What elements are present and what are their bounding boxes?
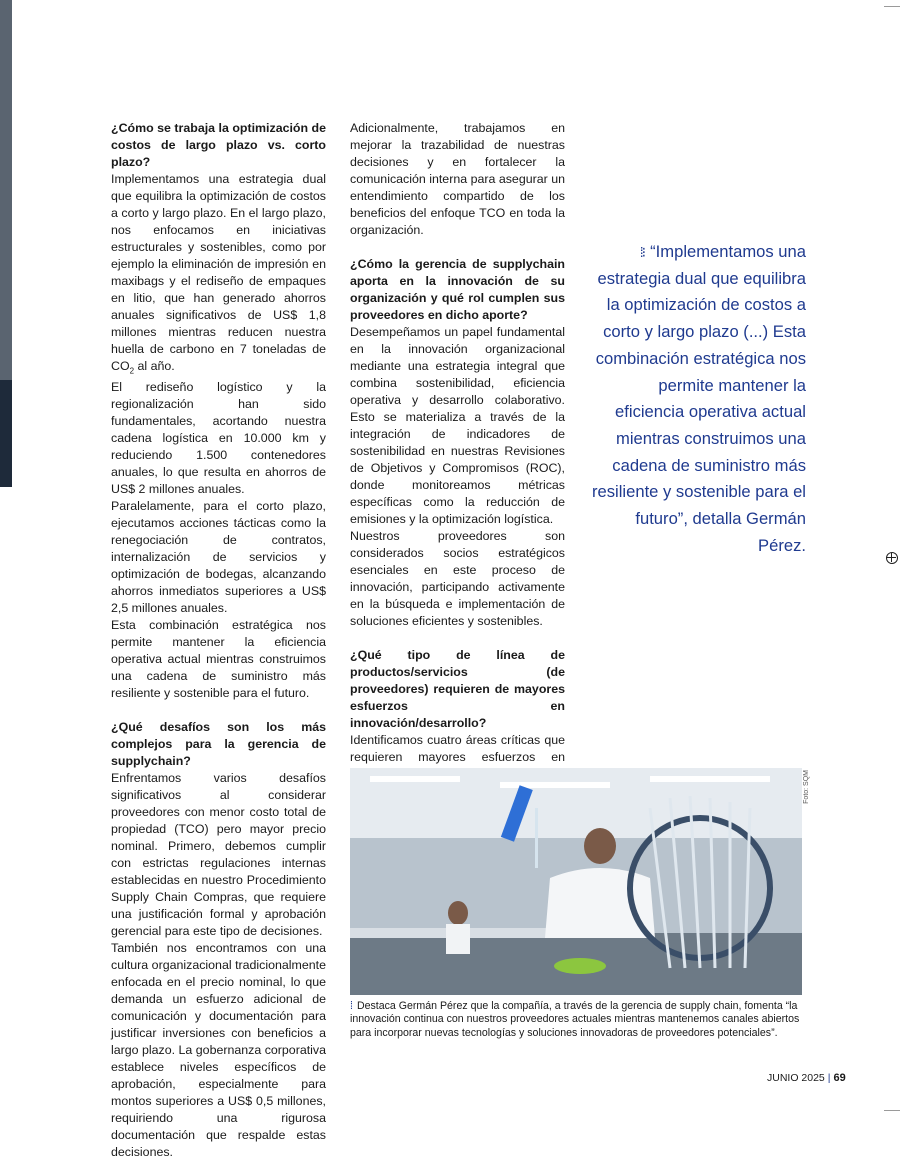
- adjacent-page-image-edge: [0, 0, 12, 487]
- page-footer: JUNIO 2025 | 69: [767, 1072, 846, 1084]
- text-column-1: [111, 120, 326, 1161]
- answer-paragraph: Adicionalmente, trabajamos en mejorar la trazabilidad de nuestras decisiones y en fortalecer la comunicación interna para asegurar un entendimiento compartido de los beneficios del enfoque TCO en toda la organización.: [350, 121, 565, 237]
- answer-paragraph: Paralelamente, para el corto plazo, ejecutamos acciones tácticas como la renegociación de contratos, internalización de servicios y optimización de bodegas, alcanzando ahorros inmediatos superiores a US$ 2,5 millones anuales.: [111, 499, 326, 616]
- answer-paragraph: Esta combinación estratégica nos permite mantener la eficiencia operativa actual mientras construimos una cadena de suministro más resiliente y sostenible para el futuro.: [111, 618, 326, 701]
- photo-credit: Foto: SQM: [803, 770, 810, 804]
- trim-mark: [884, 6, 900, 7]
- trim-mark: [884, 1110, 900, 1111]
- answer-paragraph: [111, 171, 326, 379]
- caption-text: Destaca Germán Pérez que la compañía, a través de la gerencia de supply chain, fomenta “la innovación continua con nuestros proveedores actuales mientras mantenemos canales abiertos para incorporar nuevas tecnologías y soluciones innovadoras de proveedores potenciales”.: [350, 1000, 800, 1039]
- answer-paragraph: Desempeñamos un papel fundamental en la innovación organizacional mediante una estrategia integral que combina sostenibilidad, eficiencia operativa y desarrollo colaborativo. Esto se materializa a través de la integración de indicadores de sostenibilidad en nuestras Revisiones de Objetivos y Compromisos (ROC), donde monitoreamos métricas específicas como la reducción de emisiones y la optimización logística.: [350, 325, 565, 526]
- answer-paragraph: Nuestros proveedores son considerados socios estratégicos esenciales en este proceso de innovación, participando activamente en la búsqueda e implementación de soluciones eficientes y sostenibles.: [350, 529, 565, 628]
- answer-paragraph: El rediseño logístico y la regionalización han sido fundamentales, acortando nuestra cadena logística en 10.000 km y reduciendo 1.500 contenedores anuales, lo que resulta en ahorros de US$ 2 millones anuales.: [111, 380, 326, 497]
- photo-illustration: [350, 768, 802, 995]
- page-number: 69: [833, 1072, 846, 1084]
- question-heading: ¿Cómo la gerencia de supplychain aporta en la innovación de su organización y qué rol cumplen sus proveedores en dicho aporte?: [350, 257, 565, 322]
- pull-quote-text: “Implementamos una estrategia dual que equilibra la optimización de costos a corto y largo plazo (...) Esta combinación estratégica nos permite mantener la eficiencia operativa actual mientras construimos una cadena de suministro más resiliente y sostenible para el futuro”, detalla Germán Pérez.: [592, 242, 806, 555]
- dotted-arrow-icon: ⁞: [350, 1000, 353, 1012]
- dotted-arrow-icon: ⁞⁝: [639, 244, 645, 260]
- pull-quote: [592, 239, 806, 559]
- answer-paragraph: También nos encontramos con una cultura organizacional tradicionalmente enfocada en el precio nominal, lo que demanda un esfuerzo adicional de comunicación y documentación para justificar inversiones con beneficios a largo plazo. La gobernanza corporativa establece niveles específicos de aprobación, especialmente para montos superiores a US$ 0,5 millones, requiriendo una rigurosa documentación que respalde estas decisiones.: [111, 941, 326, 1160]
- registration-mark-icon: [886, 552, 898, 564]
- question-heading: ¿Cómo se trabaja la optimización de costos de largo plazo vs. corto plazo?: [111, 121, 326, 169]
- photo-caption: [350, 1000, 802, 1040]
- question-heading: ¿Qué tipo de línea de productos/servicios (de proveedores) requieren de mayores esfuerzos en innovación/desarrollo?: [350, 648, 565, 730]
- lab-scientist-photo: [350, 768, 802, 995]
- answer-text: al año.: [134, 359, 175, 373]
- issue-date: JUNIO 2025: [767, 1072, 825, 1084]
- text-column-2: [350, 120, 565, 834]
- adjacent-page-image-shadow: [0, 380, 12, 487]
- answer-text: Implementamos una estrategia dual que equilibra la optimización de costos a corto y largo plazo. En el largo plazo, nos enfocamos en iniciativas estructurales y sostenibles, como por ejemplo la eliminación de impresión en maxibags y el rediseño de empaques en litio, que han generado ahorros anuales significativos de US$ 1,8 millones mientras reducen nuestra huella de carbono en 7 toneladas de CO: [111, 172, 326, 373]
- question-heading: ¿Qué desafíos son los más complejos para la gerencia de supplychain?: [111, 720, 326, 769]
- answer-paragraph: Enfrentamos varios desafíos significativos al considerar proveedores con menor costo total de propiedad (TCO) pero mayor precio nominal. Primero, debemos cumplir con estrictas regulaciones internas establecidas en nuestro Procedimiento Supply Chain Compras, que requiere una justificación formal y aprobación gerencial para este tipo de decisiones.: [111, 771, 326, 939]
- answer-paragraph: Identificamos cuatro áreas críticas que requieren mayores esfuerzos en: [350, 733, 565, 764]
- subscript: 2: [129, 366, 135, 376]
